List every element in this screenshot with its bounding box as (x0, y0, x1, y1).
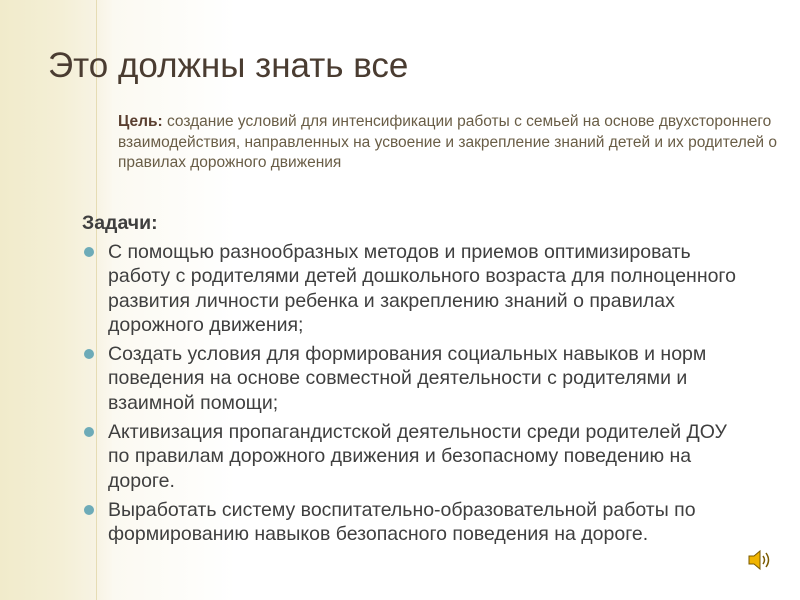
speaker-icon[interactable] (748, 549, 772, 571)
goal-label: Цель: (118, 113, 163, 130)
goal-text: создание условий для интенсификации работы с семьей на основе двухстороннего взаимодействия, направленных на усвоение и закрепление знаний детей и их родителей о правилах дорожного движения (118, 113, 777, 171)
list-item (82, 240, 742, 337)
tasks-list (82, 240, 742, 552)
circle-bullet-icon (84, 505, 94, 515)
circle-bullet-icon (84, 247, 94, 257)
circle-bullet-icon (84, 427, 94, 437)
goal-paragraph (118, 112, 778, 174)
task-text: Создать условия для формирования социальных навыков и норм поведения на основе совместной деятельности с родителями и взаимной помощи; (108, 343, 707, 414)
task-text: Активизация пропагандистской деятельности среди родителей ДОУ по правилам дорожного движения и безопасному поведению на дороге. (108, 421, 727, 492)
slide-title: Это должны знать все (48, 46, 409, 85)
list-item (82, 498, 742, 547)
list-item (82, 342, 742, 415)
tasks-heading: Задачи: (82, 212, 158, 234)
list-item (82, 420, 742, 493)
task-text: С помощью разнообразных методов и приемов оптимизировать работу с родителями детей дошкольного возраста для полноценного развития личности ребенка и закреплению знаний о правилах дорожного движения; (108, 241, 736, 336)
circle-bullet-icon (84, 349, 94, 359)
task-text: Выработать систему воспитательно-образовательной работы по формированию навыков безопасного поведения на дороге. (108, 498, 696, 546)
